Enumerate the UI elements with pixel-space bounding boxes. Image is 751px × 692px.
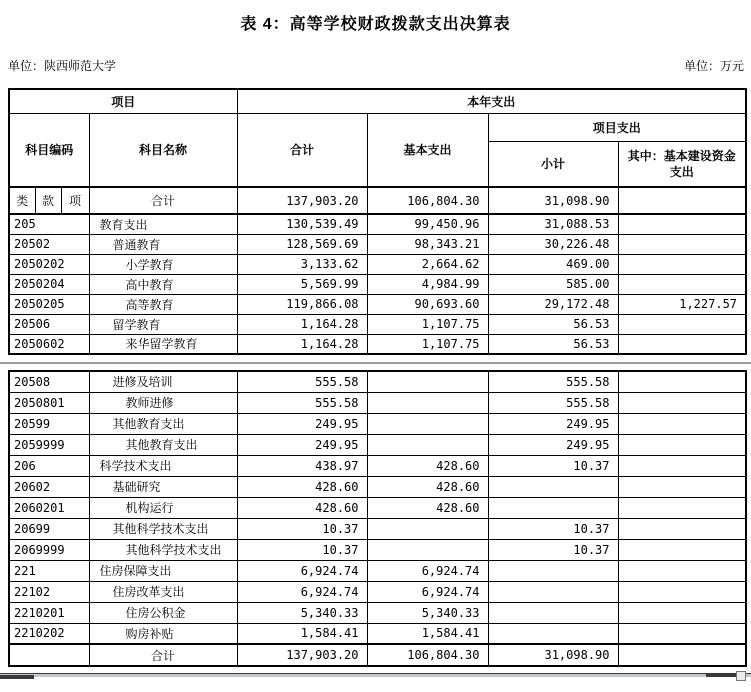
subject-name-cell: 其他教育支出 (89, 434, 237, 455)
total-amount-cell: 249.95 (237, 434, 367, 455)
footer-total-basic: 106,804.30 (367, 644, 488, 666)
project-subtotal-cell (488, 560, 618, 581)
project-subtotal-cell: 30,226.48 (488, 234, 618, 254)
header-subtotal: 小计 (488, 141, 618, 187)
table-row (9, 274, 746, 294)
total-amount-cell: 555.58 (237, 371, 367, 392)
footer-total-capital (618, 644, 746, 666)
subject-code-cell: 20508 (9, 371, 89, 392)
capital-construction-cell (618, 560, 746, 581)
table-row (9, 413, 746, 434)
subject-name-cell: 留学教育 (89, 314, 237, 334)
table-row (9, 234, 746, 254)
basic-expenditure-cell: 1,584.41 (367, 623, 488, 644)
total-amount-cell: 428.60 (237, 476, 367, 497)
subject-code-cell: 22102 (9, 581, 89, 602)
total-amount-cell: 428.60 (237, 497, 367, 518)
subject-code-cell: 2069999 (9, 539, 89, 560)
project-subtotal-cell: 29,172.48 (488, 294, 618, 314)
total-amount-cell: 3,133.62 (237, 254, 367, 274)
grand-total-label: 合计 (89, 187, 237, 214)
subject-code-cell: 2050204 (9, 274, 89, 294)
footer-total-total: 137,903.20 (237, 644, 367, 666)
capital-construction-cell (618, 314, 746, 334)
total-amount-cell: 1,164.28 (237, 334, 367, 354)
subject-name-cell: 科学技术支出 (89, 455, 237, 476)
table-row (9, 581, 746, 602)
project-subtotal-cell (488, 497, 618, 518)
category-cell: 类 (9, 187, 35, 214)
header-total: 合计 (237, 113, 367, 187)
table-row (9, 314, 746, 334)
project-subtotal-cell: 249.95 (488, 434, 618, 455)
subject-code-cell: 20699 (9, 518, 89, 539)
project-subtotal-cell (488, 623, 618, 644)
header-subject-name: 科目名称 (89, 113, 237, 187)
capital-construction-cell (618, 254, 746, 274)
basic-expenditure-cell: 6,924.74 (367, 560, 488, 581)
footer-total-row (9, 644, 746, 666)
footer-total-subtotal: 31,098.90 (488, 644, 618, 666)
project-subtotal-cell: 469.00 (488, 254, 618, 274)
total-amount-cell: 6,924.74 (237, 581, 367, 602)
table-row (9, 623, 746, 644)
capital-construction-cell (618, 334, 746, 354)
table-row (9, 254, 746, 274)
basic-expenditure-cell (367, 371, 488, 392)
basic-expenditure-cell: 428.60 (367, 455, 488, 476)
capital-construction-cell (618, 455, 746, 476)
header-subject-code: 科目编码 (9, 113, 89, 187)
capital-construction-cell (618, 371, 746, 392)
subject-code-cell: 20506 (9, 314, 89, 334)
capital-construction-cell (618, 413, 746, 434)
basic-expenditure-cell: 428.60 (367, 476, 488, 497)
capital-construction-cell (618, 234, 746, 254)
total-amount-cell: 128,569.69 (237, 234, 367, 254)
subject-name-cell: 教育支出 (89, 214, 237, 234)
capital-construction-cell (618, 581, 746, 602)
project-subtotal-cell: 10.37 (488, 455, 618, 476)
scrollbar-thumb[interactable] (0, 675, 34, 679)
scrollbar-track[interactable] (0, 673, 751, 677)
table-row (9, 392, 746, 413)
table-row (9, 560, 746, 581)
subject-code-cell: 2210201 (9, 602, 89, 623)
basic-expenditure-cell: 1,107.75 (367, 334, 488, 354)
grand-total-row (9, 187, 746, 214)
project-subtotal-cell: 585.00 (488, 274, 618, 294)
table-row (9, 602, 746, 623)
page-title: 表 4：高等学校财政拨款支出决算表 (240, 16, 511, 33)
subject-name-cell: 基础研究 (89, 476, 237, 497)
grand-total-subtotal: 31,098.90 (488, 187, 618, 214)
table-row (9, 539, 746, 560)
project-subtotal-cell (488, 476, 618, 497)
grand-total-basic: 106,804.30 (367, 187, 488, 214)
total-amount-cell: 438.97 (237, 455, 367, 476)
capital-construction-cell (618, 434, 746, 455)
total-amount-cell: 5,340.33 (237, 602, 367, 623)
project-subtotal-cell: 31,088.53 (488, 214, 618, 234)
capital-construction-cell (618, 539, 746, 560)
subject-name-cell: 购房补贴 (89, 623, 237, 644)
subject-name-cell: 其他科学技术支出 (89, 539, 237, 560)
project-subtotal-cell: 10.37 (488, 518, 618, 539)
header-project: 项目 (9, 89, 237, 113)
header-current-year-expenditure: 本年支出 (237, 89, 746, 113)
basic-expenditure-cell (367, 539, 488, 560)
project-subtotal-cell: 56.53 (488, 314, 618, 334)
subject-code-cell: 2050801 (9, 392, 89, 413)
basic-expenditure-cell: 1,107.75 (367, 314, 488, 334)
subject-name-cell: 来华留学教育 (89, 334, 237, 354)
basic-expenditure-cell: 428.60 (367, 497, 488, 518)
subject-code-cell (9, 644, 89, 666)
subject-name-cell: 住房改革支出 (89, 581, 237, 602)
capital-construction-cell (618, 214, 746, 234)
table-row (9, 371, 746, 392)
table-row (9, 476, 746, 497)
subject-code-cell: 2050202 (9, 254, 89, 274)
project-subtotal-cell (488, 602, 618, 623)
header-basic-expenditure: 基本支出 (367, 113, 488, 187)
grand-total-capital (618, 187, 746, 214)
project-subtotal-cell: 249.95 (488, 413, 618, 434)
grand-total-total: 137,903.20 (237, 187, 367, 214)
subject-code-cell: 20599 (9, 413, 89, 434)
total-amount-cell: 10.37 (237, 539, 367, 560)
subject-name-cell: 教师进修 (89, 392, 237, 413)
basic-expenditure-cell: 4,984.99 (367, 274, 488, 294)
subject-name-cell: 机构运行 (89, 497, 237, 518)
basic-expenditure-cell (367, 392, 488, 413)
total-amount-cell: 10.37 (237, 518, 367, 539)
basic-expenditure-cell: 98,343.21 (367, 234, 488, 254)
unit-line (8, 57, 744, 74)
subject-code-cell: 2050205 (9, 294, 89, 314)
fiscal-expenditure-table-lower (8, 370, 747, 667)
footer-total-label: 合计 (89, 644, 237, 666)
project-subtotal-cell: 56.53 (488, 334, 618, 354)
section-cell: 款 (35, 187, 61, 214)
capital-construction-cell (618, 497, 746, 518)
item-cell: 项 (61, 187, 89, 214)
table-row (9, 334, 746, 354)
capital-construction-cell (618, 623, 746, 644)
basic-expenditure-cell (367, 413, 488, 434)
table-row (9, 434, 746, 455)
project-subtotal-cell: 555.58 (488, 392, 618, 413)
table-row (9, 294, 746, 314)
capital-construction-cell: 1,227.57 (618, 294, 746, 314)
basic-expenditure-cell (367, 518, 488, 539)
currency-unit-label: 单位：万元 (683, 59, 744, 73)
page-break-divider (0, 362, 751, 364)
header-capital-construction: 其中：基本建设资金支出 (618, 141, 746, 187)
capital-construction-cell (618, 274, 746, 294)
scrollbar-segment[interactable] (706, 673, 738, 677)
subject-name-cell: 普通教育 (89, 234, 237, 254)
table-row (9, 455, 746, 476)
total-amount-cell: 1,164.28 (237, 314, 367, 334)
basic-expenditure-cell: 2,664.62 (367, 254, 488, 274)
total-amount-cell: 249.95 (237, 413, 367, 434)
capital-construction-cell (618, 476, 746, 497)
subject-code-cell: 2050602 (9, 334, 89, 354)
total-amount-cell: 130,539.49 (237, 214, 367, 234)
header-row-2 (9, 113, 746, 141)
basic-expenditure-cell: 99,450.96 (367, 214, 488, 234)
total-amount-cell: 1,584.41 (237, 623, 367, 644)
subject-name-cell: 其他科学技术支出 (89, 518, 237, 539)
subject-name-cell: 其他教育支出 (89, 413, 237, 434)
project-subtotal-cell (488, 581, 618, 602)
capital-construction-cell (618, 392, 746, 413)
subject-code-cell: 206 (9, 455, 89, 476)
subject-code-cell: 205 (9, 214, 89, 234)
project-subtotal-cell: 555.58 (488, 371, 618, 392)
reporting-unit-label: 单位：陕西师范大学 (8, 59, 117, 73)
horizontal-scrollbar (0, 671, 751, 681)
capital-construction-cell (618, 518, 746, 539)
basic-expenditure-cell (367, 434, 488, 455)
subject-name-cell: 进修及培训 (89, 371, 237, 392)
subject-code-cell: 20602 (9, 476, 89, 497)
project-subtotal-cell: 10.37 (488, 539, 618, 560)
subject-name-cell: 住房保障支出 (89, 560, 237, 581)
total-amount-cell: 5,569.99 (237, 274, 367, 294)
basic-expenditure-cell: 5,340.33 (367, 602, 488, 623)
total-amount-cell: 555.58 (237, 392, 367, 413)
subject-name-cell: 高等教育 (89, 294, 237, 314)
subject-name-cell: 高中教育 (89, 274, 237, 294)
subject-code-cell: 221 (9, 560, 89, 581)
subject-name-cell: 住房公积金 (89, 602, 237, 623)
table-row (9, 214, 746, 234)
resize-handle-icon[interactable] (736, 671, 746, 681)
subject-code-cell: 2210202 (9, 623, 89, 644)
basic-expenditure-cell: 6,924.74 (367, 581, 488, 602)
header-row-1 (9, 89, 746, 113)
subject-code-cell: 2060201 (9, 497, 89, 518)
table-row (9, 518, 746, 539)
basic-expenditure-cell: 90,693.60 (367, 294, 488, 314)
capital-construction-cell (618, 602, 746, 623)
subject-code-cell: 20502 (9, 234, 89, 254)
subject-code-cell: 2059999 (9, 434, 89, 455)
subject-name-cell: 小学教育 (89, 254, 237, 274)
table-row (9, 497, 746, 518)
fiscal-expenditure-table-upper (8, 88, 747, 355)
header-project-expenditure: 项目支出 (488, 113, 746, 141)
total-amount-cell: 119,866.08 (237, 294, 367, 314)
total-amount-cell: 6,924.74 (237, 560, 367, 581)
